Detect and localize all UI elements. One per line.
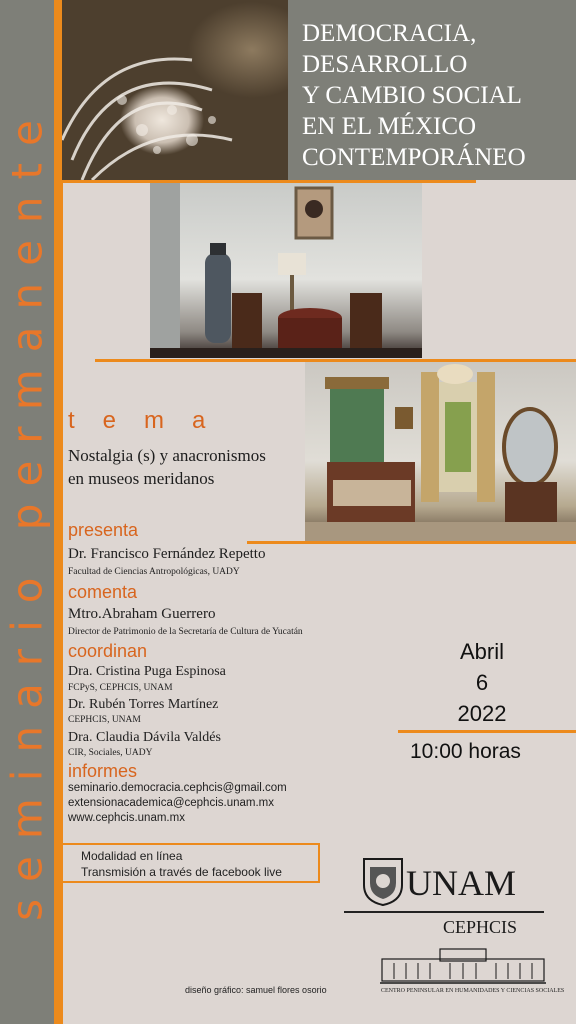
modalidad-line: Transmisión a través de facebook live	[81, 865, 282, 879]
tema-text-line: en museos meridanos	[68, 469, 215, 488]
event-time: 10:00 horas	[410, 740, 521, 763]
presenter-name: Dr. Francisco Fernández Repetto	[68, 546, 266, 562]
design-credit: diseño gráfico: samuel flores osorio	[185, 985, 327, 995]
comenta-label: comenta	[68, 582, 138, 602]
photo-decorative-fan	[62, 0, 288, 180]
coordinator-name: Dra. Cristina Puga Espinosa	[68, 664, 226, 679]
contact-email[interactable]: extensionacademica@cephcis.unam.mx	[68, 797, 274, 809]
commenter-affiliation: Director de Patrimonio de la Secretaría de Cultura de Yucatán	[68, 627, 303, 637]
contact-email[interactable]: seminario.democracia.cephcis@gmail.com	[68, 782, 287, 794]
coordinator-affiliation: CEPHCIS, UNAM	[68, 715, 141, 725]
coordinator-affiliation: FCPyS, CEPHCIS, UNAM	[68, 683, 173, 693]
title-line: DESARROLLO	[302, 51, 468, 78]
photo-museum-bedroom	[305, 362, 576, 542]
title-panel	[288, 0, 576, 180]
seminario-permanente-vertical-text: seminario permanente	[2, 103, 52, 921]
event-month: Abril	[459, 639, 504, 664]
cephcis-wordmark: CEPHCIS	[443, 917, 518, 937]
unam-wordmark: UNAM	[406, 863, 517, 903]
coordinator-affiliation: CIR, Sociales, UADY	[68, 748, 153, 758]
title-line: Y CAMBIO SOCIAL	[302, 82, 522, 109]
event-day: 6	[475, 670, 489, 695]
cephcis-building-logo	[380, 945, 546, 985]
contact-website[interactable]: www.cephcis.unam.mx	[68, 812, 185, 824]
fan-illustration	[62, 0, 288, 180]
informes-label: informes	[68, 761, 138, 781]
presenta-label: presenta	[68, 520, 139, 540]
coordinator-name: Dr. Rubén Torres Martínez	[68, 697, 219, 712]
title-line: CONTEMPORÁNEO	[302, 144, 526, 171]
title-line: EN EL MÉXICO	[302, 113, 477, 140]
orange-divider	[247, 541, 576, 544]
title-line: DEMOCRACIA,	[302, 20, 477, 47]
salon-illustration	[150, 183, 422, 358]
coordinator-name: Dra. Claudia Dávila Valdés	[68, 730, 221, 745]
event-title	[302, 18, 572, 173]
tema-label: tema	[68, 407, 234, 434]
orange-divider	[398, 730, 576, 733]
coordinan-label: coordinan	[68, 641, 148, 661]
bedroom-illustration	[305, 362, 576, 542]
modalidad-line: Modalidad en línea	[81, 849, 183, 863]
event-year: 2022	[457, 701, 507, 726]
commenter-name: Mtro.Abraham Guerrero	[68, 606, 216, 622]
photo-museum-salon	[150, 183, 422, 358]
presenter-affiliation: Facultad de Ciencias Antropológicas, UADY	[68, 567, 240, 577]
logo-divider	[344, 911, 544, 913]
tema-text-line: Nostalgia (s) y anacronismos	[68, 446, 266, 465]
unam-shield-logo	[362, 857, 404, 907]
cephcis-full-name: CENTRO PENINSULAR EN HUMANIDADES Y CIENCIAS SOCIALES	[381, 988, 565, 994]
